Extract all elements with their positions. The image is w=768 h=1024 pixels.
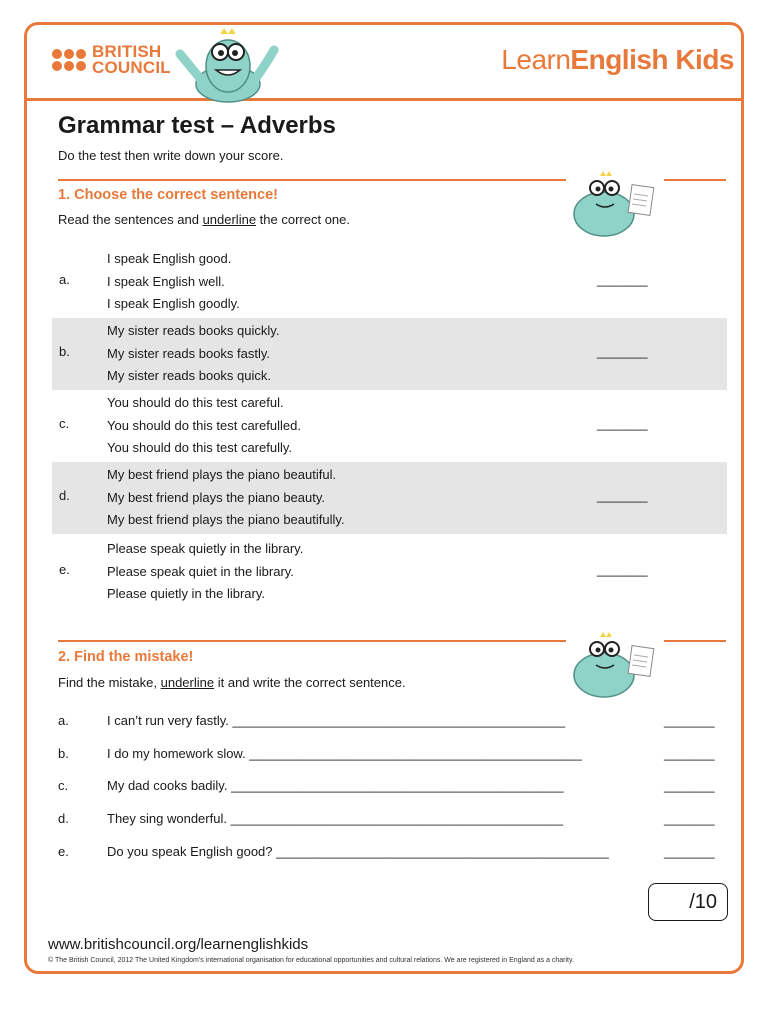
item-letter: d.	[59, 488, 70, 503]
sentence-option[interactable]: I speak English well.	[107, 273, 225, 289]
brand-line-1: BRITISH	[92, 42, 162, 61]
item-letter: c.	[58, 778, 69, 793]
instr-part: Find the mistake,	[58, 675, 161, 690]
question-2d	[58, 811, 723, 831]
instr-part: it and write the correct sentence.	[214, 675, 406, 690]
question-2a	[58, 713, 723, 733]
british-council-logo	[52, 44, 171, 76]
answer-blank[interactable]: _______	[664, 713, 715, 728]
answer-blank[interactable]: _______	[597, 488, 648, 503]
answer-blank[interactable]: _______	[597, 344, 648, 359]
monster-mascot-icon	[170, 26, 285, 104]
sentence-option[interactable]: Please speak quietly in the library.	[107, 541, 304, 556]
sentence-option[interactable]: You should do this test careful.	[107, 395, 284, 410]
mistake-sentence[interactable]: They sing wonderful. ______________________________________________	[107, 811, 564, 826]
question-2e	[58, 844, 723, 864]
sentence-option[interactable]: My sister reads books quickly.	[107, 323, 280, 338]
item-letter: a.	[59, 272, 70, 287]
answer-blank[interactable]: _______	[664, 811, 715, 826]
sentence-option[interactable]: My sister reads books quick.	[107, 368, 272, 384]
section-2-instructions	[58, 675, 406, 690]
question-2b	[58, 746, 723, 766]
monster-with-paper-icon	[568, 631, 658, 701]
sentence-option[interactable]: You should do this test carefully.	[107, 440, 293, 456]
section-2-title: 2. Find the mistake!	[58, 649, 194, 665]
logo-english-kids: English Kids	[570, 44, 734, 75]
footer-url[interactable]: www.britishcouncil.org/learnenglishkids	[48, 936, 309, 953]
instr-underlined: underline	[202, 212, 257, 227]
question-1c	[52, 390, 727, 462]
answer-blank[interactable]: _______	[597, 272, 648, 287]
answer-blank[interactable]: _______	[664, 778, 715, 793]
sentence-option[interactable]: My best friend plays the piano beautifully.	[107, 512, 345, 528]
page-title: Grammar test – Adverbs	[58, 112, 336, 139]
answer-blank[interactable]: _______	[664, 844, 715, 859]
item-letter: d.	[58, 811, 69, 826]
header-divider	[27, 98, 741, 101]
sentence-option[interactable]: Please speak quiet in the library.	[107, 563, 294, 579]
question-1a	[52, 246, 727, 318]
score-box[interactable]: /10	[648, 883, 728, 921]
learnenglish-kids-logo	[501, 44, 734, 76]
brand-line-2: COUNCIL	[92, 58, 171, 77]
question-1b	[52, 318, 727, 390]
monster-with-paper-icon	[568, 170, 658, 240]
mistake-sentence[interactable]: My dad cooks badily. ______________________________________________	[107, 778, 564, 793]
section-2-rule-right	[664, 640, 726, 642]
item-letter: b.	[58, 746, 69, 761]
sentence-option[interactable]: You should do this test carefulled.	[107, 417, 301, 433]
footer-legal: © The British Council, 2012 The United Kingdom’s international organisation for educational opportunities and cultural relations. We are registered in England as a charity.	[48, 957, 574, 964]
british-council-wordmark	[92, 44, 171, 76]
instr-part: Read the sentences and	[58, 212, 203, 227]
section-1-rule-left	[58, 179, 566, 181]
item-letter: b.	[59, 344, 70, 359]
section-1-title: 1. Choose the correct sentence!	[58, 187, 278, 203]
sentence-option[interactable]: My best friend plays the piano beautiful.	[107, 467, 337, 482]
section-1-rule-right	[664, 179, 726, 181]
sentence-option[interactable]: My best friend plays the piano beauty.	[107, 489, 325, 505]
british-council-dots-icon	[52, 49, 86, 71]
mistake-sentence[interactable]: Do you speak English good? ______________________________________________	[107, 844, 609, 859]
sentence-option[interactable]: Please quietly in the library.	[107, 586, 266, 602]
instr-part: the correct one.	[256, 212, 351, 227]
item-letter: e.	[58, 844, 69, 859]
mistake-sentence[interactable]: I can’t run very fastly. ______________________________________________	[107, 713, 566, 728]
question-1e	[52, 536, 727, 608]
answer-blank[interactable]: _______	[597, 562, 648, 577]
answer-blank[interactable]: _______	[597, 416, 648, 431]
item-letter: e.	[59, 562, 70, 577]
section-1-instructions	[58, 212, 350, 227]
question-1d	[52, 462, 727, 534]
intro-text: Do the test then write down your score.	[58, 148, 284, 163]
logo-learn: Learn	[501, 44, 571, 75]
item-letter: c.	[59, 416, 70, 431]
instr-underlined: underline	[160, 675, 215, 690]
mistake-sentence[interactable]: I do my homework slow. ______________________________________________	[107, 746, 582, 761]
question-2c	[58, 778, 723, 798]
sentence-option[interactable]: I speak English goodly.	[107, 296, 240, 312]
answer-blank[interactable]: _______	[664, 746, 715, 761]
sentence-option[interactable]: My sister reads books fastly.	[107, 345, 271, 361]
sentence-option[interactable]: I speak English good.	[107, 251, 232, 266]
item-letter: a.	[58, 713, 69, 728]
section-2-rule-left	[58, 640, 566, 642]
